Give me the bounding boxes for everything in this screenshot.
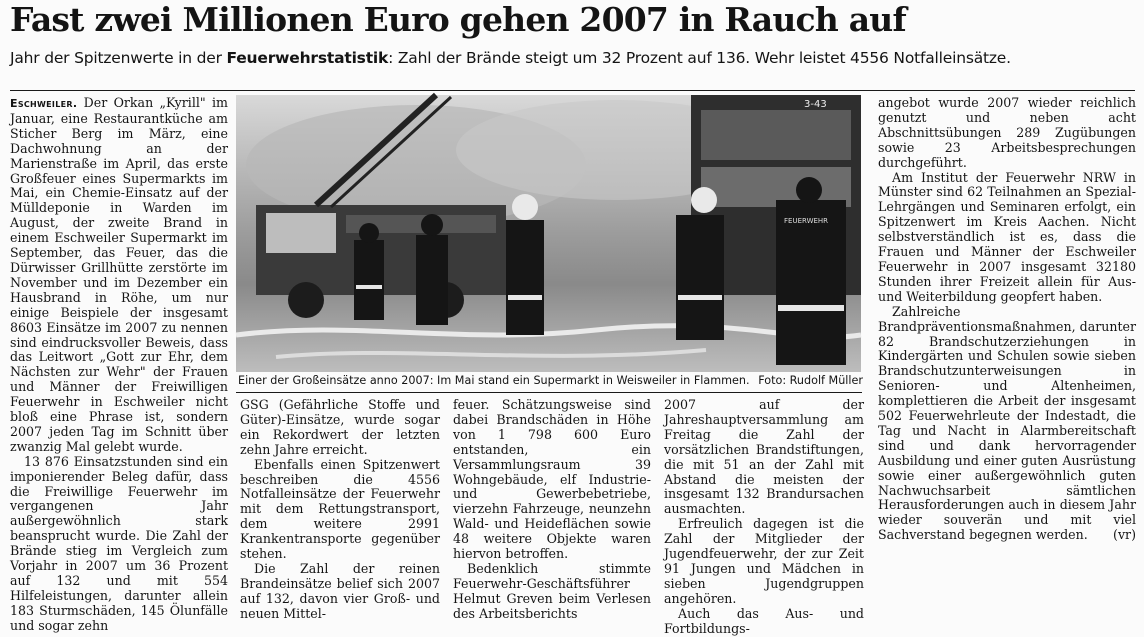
paragraph: 2007 auf der Jahreshauptversammlung am Freitag die Zahl der vorsätzlichen Brandstiftungen, die mit 51 an der Zahl mit Abstand die meisten der insgesamt 132 Brandursachen ausmachten. (664, 397, 864, 517)
subhead-post: : Zahl der Brände steigt um 32 Prozent auf 136. Wehr leistet 4556 Notfalleinsätze. (388, 49, 1011, 67)
photo-caption (238, 374, 863, 388)
header-rule (10, 90, 1135, 91)
paragraph: 13 876 Einsatzstunden sind ein imponierender Beleg dafür, dass die Freiwillige Feuerwehr im vergangenen Jahr außergewöhnlich stark beansprucht wurde. Die Zahl der Brände stieg im Vergleich zum Vorjahr in 2007 um 36 Prozent auf 132 und mit 554 Hilfeleistungen, darunter allein 183 Sturmschäden, 145 Ölunfälle und sogar zehn (10, 453, 228, 633)
paragraph: Auch das Aus- und Fortbildungs- (664, 605, 864, 636)
truck-number: 3-43 (804, 99, 827, 110)
jacket-label: FEUERWEHR (784, 217, 829, 225)
photo-credit: Foto: Rudolf Müller (758, 374, 863, 387)
paragraph: GSG (Gefährliche Stoffe und Güter)-Einsätze, wurde sogar ein Rekordwert der letzten zehn Jahre erreicht. (240, 397, 440, 457)
paragraph: Am Institut der Feuerwehr NRW in Münster sind 62 Teilnahmen an Spezial-Lehrgängen und Seminaren erfolgt, ein Spitzenwert im Kreis Aachen. Nicht selbstverständlich ist es, dass die Frauen und Männer der Eschweiler Feuerwehr in 2007 insgesamt 32180 Stunden ihrer Freizeit allein für Aus- und Weiterbildung geopfert haben. (878, 169, 1136, 304)
paragraph: angebot wurde 2007 wieder reichlich genutzt und neben acht Abschnittsübungen 289 Zugübungen sowie 23 Arbeitsbesprechungen durchgeführt. (878, 95, 1136, 170)
news-photo (236, 95, 861, 372)
column-3 (453, 397, 651, 621)
paragraph (878, 305, 1136, 544)
headline: Fast zwei Millionen Euro gehen 2007 in Rauch auf (10, 0, 906, 39)
fire-scene-image (236, 95, 861, 372)
caption-rule (236, 392, 862, 393)
subhead-keyword: Feuerwehrstatistik (226, 49, 389, 67)
paragraph-text: Der Orkan „Kyrill" im Januar, eine Restaurantküche am Sticher Berg im März, eine Dachwohnung an der Marienstraße im April, das erste Großfeuer eines Supermarkts im Mai, ein Chemie-Einsatz auf der Mülldeponie in Warden im August, der zweite Brand in einem Eschweiler Supermarkt im September, das Feuer, das die Dürwisser Grillhütte zerstörte im November und im Dezember ein Hausbrand in Röhe, um nur einige Beispiele der insgesamt 8603 Einsätze im 2007 zu nennen sind eindrucksvoller Beweis, dass das Leitwort „Gott zur Ehr, dem Nächsten zur Wehr" der Frauen und Männer der Freiwilligen Feuerwehr in Eschweiler nicht bloß eine Phrase ist, sondern 2007 jeden Tag im Schnitt über zwanzig Mal gelebt wurde. (10, 95, 228, 454)
column-4 (664, 397, 864, 636)
paragraph: Bedenklich stimmte Feuerwehr-Geschäftsführer Helmut Greven beim Verlesen des Arbeitsberichts (453, 560, 651, 621)
paragraph: Die Zahl der reinen Brandeinsätze belief sich 2007 auf 132, davon vier Groß- und neuen Mittel- (240, 560, 440, 621)
paragraph (10, 96, 228, 455)
column-1 (10, 95, 228, 633)
author-initials: (vr) (1113, 527, 1136, 543)
dateline: Eschweiler. (10, 97, 78, 110)
caption-text: Einer der Großeinsätze anno 2007: Im Mai stand ein Supermarkt in Weisweiler in Flammen. (238, 374, 750, 387)
subheadline (10, 48, 1140, 68)
paragraph: Erfreulich dagegen ist die Zahl der Mitglieder der Jugendfeuerwehr, der zur Zeit 91 Jungen und Mädchen in sieben Jugendgruppen angehören. (664, 516, 864, 606)
column-2 (240, 397, 440, 621)
subhead-pre: Jahr der Spitzenwerte in der (10, 49, 227, 67)
paragraph-text: Zahlreiche Brandpräventionsmaßnahmen, darunter 82 Brandschutzerziehungen in Kindergärten und Schulen sowie sieben Brandschutzunterweisungen in Senioren- und Altenheimen, komplettieren die Arbeit der insgesamt 502 Feuerwehrleute der Indestadt, die Tag und Nacht in Alarmbereitschaft sind und dank hervorragender Ausbildung und einer guten Ausrüstung sowie einer außergewöhnlich guten Nachwuchsarbeit sämtlichen Herausforderungen auch in diesem Jahr wieder souverän und mit viel Sachverstand begegnen werden. (878, 303, 1136, 543)
paragraph: Ebenfalls einen Spitzenwert beschreiben die 4556 Notfalleinsätze der Feuerwehr mit dem Rettungstransport, dem weitere 2991 Krankentransporte gegenüber stehen. (240, 456, 440, 562)
paragraph: feuer. Schätzungsweise sind dabei Brandschäden in Höhe von 1 798 600 Euro entstanden, ein Versammlungsraum 39 Wohngebäude, elf Industrie- und Gewerbebetriebe, vierzehn Fahrzeuge, neunzehn Wald- und Heideflächen sowie 48 weitere Objekte waren hiervon betroffen. (453, 397, 651, 562)
column-5 (878, 96, 1136, 596)
